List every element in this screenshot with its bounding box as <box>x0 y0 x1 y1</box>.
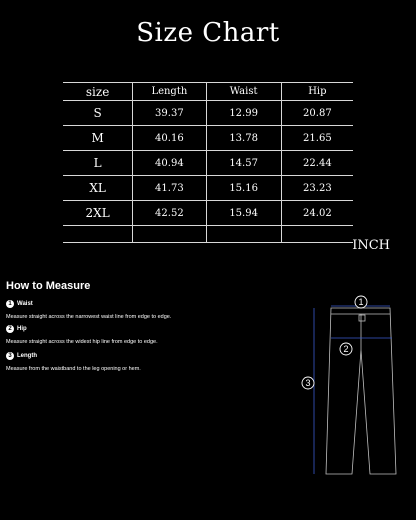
page-title: Size Chart <box>136 18 280 48</box>
cell-empty <box>206 226 281 243</box>
cell-empty <box>133 226 206 243</box>
length-description: Measure from the waistband to the leg opening or hem. <box>6 366 141 372</box>
cell-size: M <box>63 126 133 151</box>
table-row <box>63 201 353 226</box>
pants-outline-icon <box>326 308 396 474</box>
table-row <box>63 126 353 151</box>
size-table <box>63 82 353 243</box>
cell-waist: 15.94 <box>206 201 281 226</box>
cell-hip: 21.65 <box>281 126 353 151</box>
waist-number-badge: 1 <box>6 300 14 308</box>
cell-size: L <box>63 151 133 176</box>
table-row <box>63 151 353 176</box>
cell-size: 2XL <box>63 201 133 226</box>
length-label: Length <box>17 353 37 359</box>
table-row-empty <box>63 226 353 243</box>
waist-label: Waist <box>17 301 33 307</box>
unit-label: INCH <box>352 238 390 253</box>
header-size: size <box>63 83 133 101</box>
how-to-measure-title: How to Measure <box>6 280 91 292</box>
cell-length: 42.52 <box>133 201 206 226</box>
cell-hip: 23.23 <box>281 176 353 201</box>
cell-waist: 14.57 <box>206 151 281 176</box>
cell-length: 40.94 <box>133 151 206 176</box>
marker-1-label: 1 <box>358 297 364 307</box>
table-row <box>63 101 353 126</box>
cell-length: 41.73 <box>133 176 206 201</box>
cell-waist: 15.16 <box>206 176 281 201</box>
marker-2-label: 2 <box>343 344 349 354</box>
header-waist: Waist <box>206 83 281 101</box>
cell-size: S <box>63 101 133 126</box>
header-hip: Hip <box>281 83 353 101</box>
waist-description: Measure straight across the narrowest waist line from edge to edge. <box>6 314 172 320</box>
header-length: Length <box>133 83 206 101</box>
cell-hip: 22.44 <box>281 151 353 176</box>
marker-3-label: 3 <box>305 378 311 388</box>
cell-hip: 24.02 <box>281 201 353 226</box>
table-header-row <box>63 83 353 101</box>
cell-empty <box>63 226 133 243</box>
cell-waist: 12.99 <box>206 101 281 126</box>
cell-length: 39.37 <box>133 101 206 126</box>
cell-hip: 20.87 <box>281 101 353 126</box>
cell-waist: 13.78 <box>206 126 281 151</box>
cell-size: XL <box>63 176 133 201</box>
hip-description: Measure straight across the widest hip line from edge to edge. <box>6 339 158 345</box>
hip-label: Hip <box>17 326 27 332</box>
length-number-badge: 3 <box>6 352 14 360</box>
pants-diagram <box>296 290 406 490</box>
cell-length: 40.16 <box>133 126 206 151</box>
cell-empty <box>281 226 353 243</box>
hip-number-badge: 2 <box>6 325 14 333</box>
table-row <box>63 176 353 201</box>
